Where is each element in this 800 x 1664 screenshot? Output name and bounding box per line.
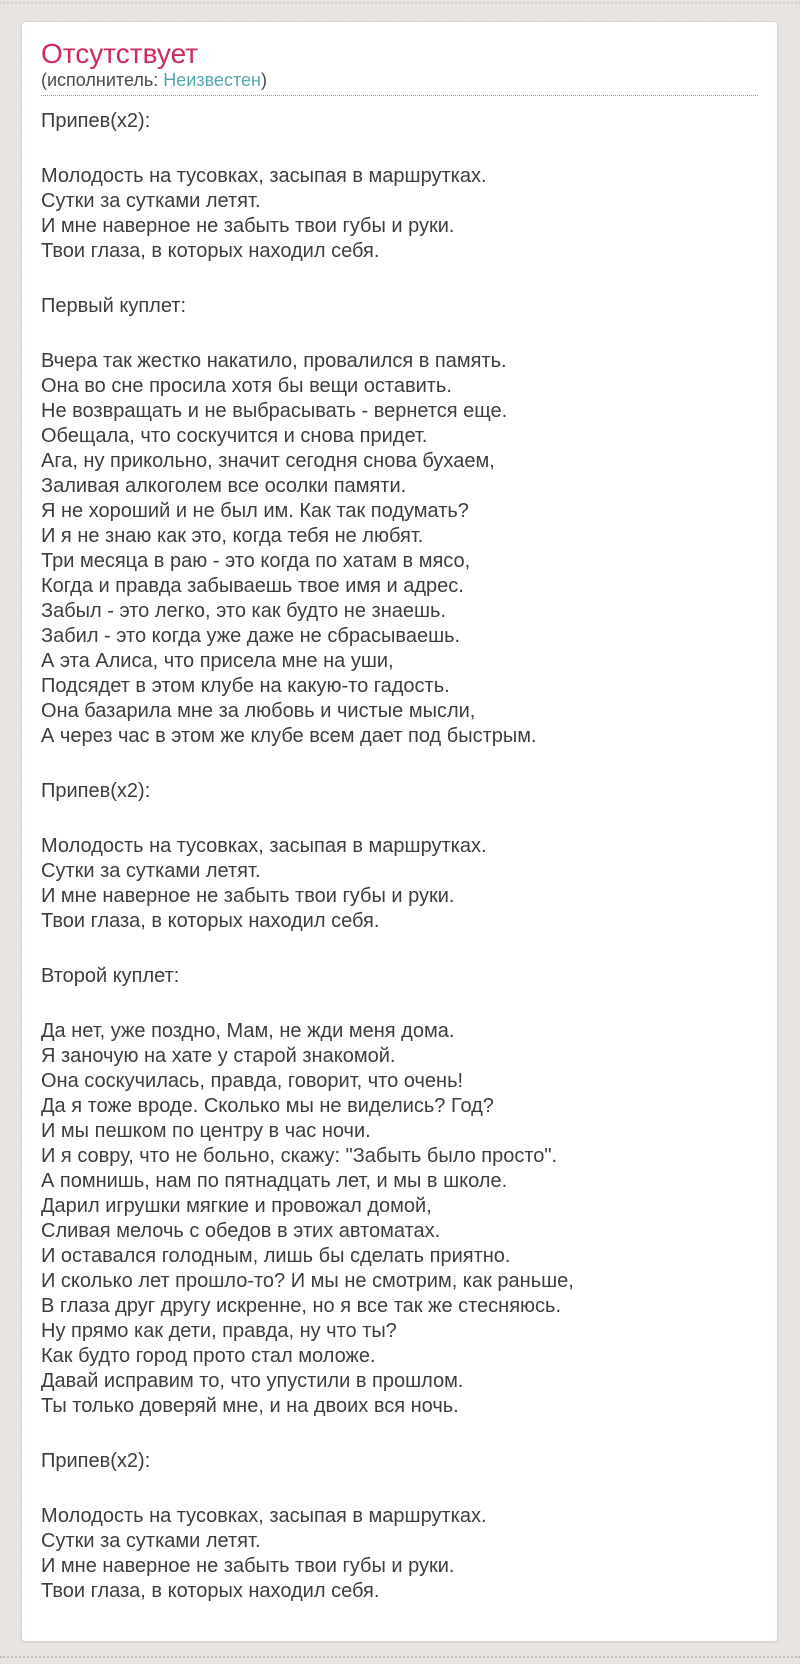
lyrics-paragraph: Да нет, уже поздно, Мам, не жди меня дома. Я заночую на хате у старой знакомой. Она соскучилась, правда, говорит, что очень! Да я тоже вроде. Сколько мы не виделись? Год? И мы пешком по центру в час ночи. И я совру, что не больно, скажу: "Забыть было просто". А помнишь, нам по пятнадцать лет, и мы в школе. Дарил игрушки мягкие и провожал домой, Сливая мелочь с обедов в этих автоматах. И оставался голодным, лишь бы сделать приятно. И сколько лет прошло-то? И мы не смотрим, как раньше, В глаза друг другу искренне, но я все так же стесняюсь. Ну прямо как дети, правда, ну что ты? Как будто город прото стал моложе. Давай исправим то, что упустили в прошлом. Ты только доверяй мне, и на двоих вся ночь. [41,1020,574,1417]
song-header [41,38,758,96]
artist-link[interactable]: Неизвестен [163,70,261,90]
lyrics-paragraph: Первый куплет: [41,295,186,317]
lyrics-paragraph: Припев(x2): [41,110,151,132]
artist-line [41,70,758,91]
song-title: Отсутствует [41,38,199,69]
artist-label: (исполнитель: [41,70,164,90]
lyrics-paragraph: Молодость на тусовках, засыпая в маршрутках. Сутки за сутками летят. И мне наверное не забыть твои губы и руки. Твои глаза, в которых находил себя. [41,835,487,932]
lyrics-paragraph: Молодость на тусовках, засыпая в маршрутках. Сутки за сутками летят. И мне наверное не забыть твои губы и руки. Твои глаза, в которых находил себя. [41,165,487,262]
lyrics-paragraph: Припев(x2): [41,780,151,802]
artist-label-suffix: ) [260,70,267,90]
lyrics-paragraph: Молодость на тусовках, засыпая в маршрутках. Сутки за сутками летят. И мне наверное не забыть твои губы и руки. Твои глаза, в которых находил себя. [41,1505,487,1602]
lyrics-paragraph: Припев(x2): [41,1450,151,1472]
lyrics [41,109,758,1604]
lyrics-paragraph: Вчера так жестко накатило, провалился в память. Она во сне просила хотя бы вещи оставить. Не возвращать и не выбрасывать - вернется еще. Обещала, что соскучится и снова придет. Ага, ну прикольно, значит сегодня снова бухаем, Заливая алкоголем все осолки памяти. Я не хороший и не был им. Как так подумать? И я не знаю как это, когда тебя не любят. Три месяца в раю - это когда по хатам в мясо, Когда и правда забываешь твое имя и адрес. Забыл - это легко, это как будто не знаешь. Забил - это когда уже даже не сбрасываешь. А эта Алиса, что присела мне на уши, Подсядет в этом клубе на какую-то гадость. Она базарила мне за любовь и чистые мысли, А через час в этом же клубе всем дает под быстрым. [41,350,537,747]
top-dotted-rule [0,2,800,4]
bottom-dotted-rule [0,1656,800,1658]
lyrics-paragraph: Второй куплет: [41,965,180,987]
lyrics-card [21,21,778,1642]
